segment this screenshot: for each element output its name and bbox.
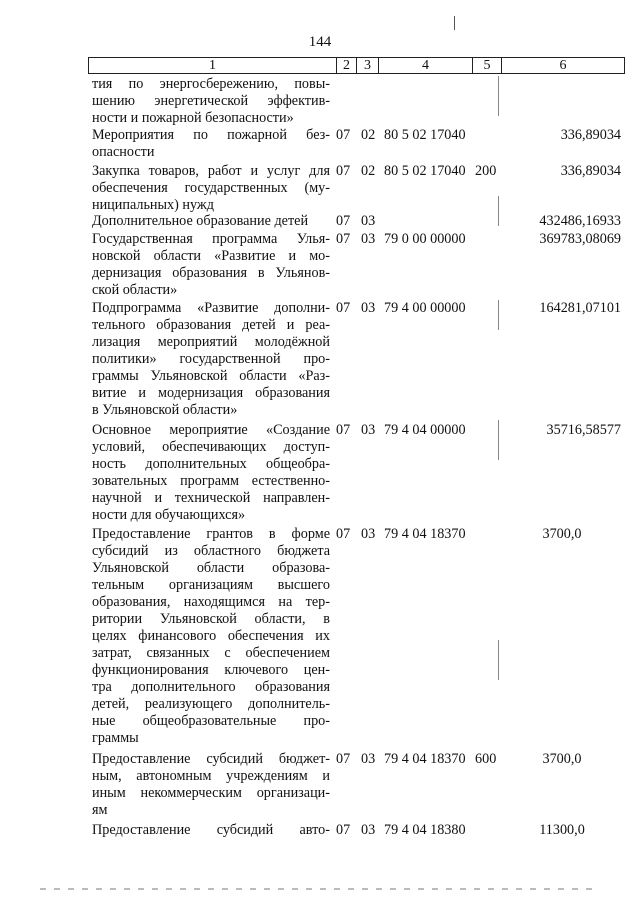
description-line: функционирования ключевого цен-	[92, 662, 330, 678]
description-line: ниципальных) нужд	[92, 197, 214, 213]
description-line: ным, автономным учреждениям и	[92, 768, 330, 784]
description-line: Закупка товаров, работ и услуг для	[92, 163, 330, 179]
cell-target-code: 79 4 00 00000	[384, 300, 466, 316]
header-col-1: 1	[89, 58, 337, 73]
row-description	[92, 213, 330, 230]
scan-mark	[498, 76, 499, 116]
cell-subsection: 03	[361, 213, 376, 229]
description-line: опасности	[92, 144, 155, 160]
cell-target-code: 79 4 04 18380	[384, 822, 466, 838]
cell-section: 07	[336, 213, 351, 229]
description-line: дернизация образования в Ульянов-	[92, 265, 330, 281]
description-line: тельным организациям высшего	[92, 577, 330, 593]
description-line: Дополнительное образование детей	[92, 213, 309, 229]
row-description	[92, 300, 330, 419]
table-header	[88, 57, 625, 74]
cell-section: 07	[336, 231, 351, 247]
description-line: Государственная программа Улья-	[92, 231, 330, 247]
description-line: Мероприятия по пожарной без-	[92, 127, 330, 143]
description-line: граммы Ульяновской области «Раз-	[92, 368, 330, 384]
scan-mark	[454, 16, 455, 30]
header-col-6: 6	[559, 58, 567, 73]
cell-target-code: 80 5 02 17040	[384, 127, 466, 143]
header-col-2: 2	[337, 58, 357, 73]
page-number: 144	[308, 34, 332, 50]
cell-amount: 3700,0	[542, 526, 582, 542]
description-line: Подпрограмма «Развитие дополни-	[92, 300, 330, 316]
cell-amount: 35716,58577	[546, 422, 621, 438]
cell-section: 07	[336, 163, 351, 179]
description-line: научной и технической направлен-	[92, 490, 330, 506]
cell-amount: 11300,0	[539, 822, 585, 838]
row-description	[92, 822, 330, 839]
cell-section: 07	[336, 127, 351, 143]
description-line: обеспечения государственных (му-	[92, 180, 330, 196]
description-line: тия по энергосбережению, повы-	[92, 76, 330, 92]
row-description	[92, 751, 330, 819]
row-description	[92, 163, 330, 214]
cell-expense-type: 200	[475, 163, 497, 179]
scan-mark	[498, 300, 499, 330]
description-line: в Ульяновской области»	[92, 402, 238, 418]
cell-subsection: 02	[361, 127, 376, 143]
cell-amount: 164281,07101	[539, 300, 621, 316]
description-line: Предоставление субсидий бюджет-	[92, 751, 330, 767]
description-line: ям	[92, 802, 108, 818]
description-line: витие и модернизация образования	[92, 385, 330, 401]
scan-mark	[498, 640, 499, 680]
cell-amount: 336,89034	[560, 163, 621, 179]
cell-section: 07	[336, 822, 351, 838]
description-line: детей, реализующего дополнитель-	[92, 696, 330, 712]
cell-target-code: 79 0 00 00000	[384, 231, 466, 247]
row-description	[92, 422, 330, 524]
scan-mark	[498, 420, 499, 460]
description-line: тра дополнительного образования	[92, 679, 330, 695]
description-line: субсидий из областного бюджета	[92, 543, 330, 559]
description-line: ской области»	[92, 282, 178, 298]
description-line: тельного образования детей и реа-	[92, 317, 330, 333]
cell-amount: 3700,0	[542, 751, 582, 767]
row-description	[92, 231, 330, 299]
description-line: ность дополнительных общеобра-	[92, 456, 330, 472]
cell-subsection: 03	[361, 300, 376, 316]
row-description	[92, 526, 330, 747]
cell-subsection: 02	[361, 163, 376, 179]
description-line: шению энергетической эффектив-	[92, 93, 330, 109]
header-col-3: 3	[357, 58, 379, 73]
description-line: целях финансового обеспечения их	[92, 628, 330, 644]
row-description	[92, 76, 330, 127]
header-col-4: 4	[379, 58, 473, 73]
description-line: ритории Ульяновской области, в	[92, 611, 330, 627]
description-line: политики» государственной про-	[92, 351, 330, 367]
description-line: ности для обучающихся»	[92, 507, 246, 523]
header-col-5: 5	[473, 58, 502, 73]
cell-amount: 336,89034	[560, 127, 621, 143]
row-description	[92, 127, 330, 161]
description-line: зовательных программ естественно-	[92, 473, 330, 489]
cell-subsection: 03	[361, 422, 376, 438]
cell-section: 07	[336, 300, 351, 316]
cell-subsection: 03	[361, 526, 376, 542]
description-line: Предоставление субсидий авто-	[92, 822, 330, 838]
cell-section: 07	[336, 751, 351, 767]
cell-target-code: 80 5 02 17040	[384, 163, 466, 179]
cell-target-code: 79 4 04 18370	[384, 751, 466, 767]
cell-subsection: 03	[361, 751, 376, 767]
description-line: Ульяновской области образова-	[92, 560, 330, 576]
cell-section: 07	[336, 422, 351, 438]
description-line: граммы	[92, 730, 139, 746]
description-line: затрат, связанных с обеспечением	[92, 645, 330, 661]
description-line: новской области «Развитие и мо-	[92, 248, 330, 264]
cell-amount: 369783,08069	[539, 231, 621, 247]
cell-target-code: 79 4 04 18370	[384, 526, 466, 542]
cell-section: 07	[336, 526, 351, 542]
description-line: лизация мероприятий молодёжной	[92, 334, 330, 350]
cell-target-code: 79 4 04 00000	[384, 422, 466, 438]
description-line: иным некоммерческим организаци-	[92, 785, 330, 801]
scan-mark	[498, 196, 499, 226]
description-line: ные общеобразовательные про-	[92, 713, 330, 729]
description-line: Основное мероприятие «Создание	[92, 422, 330, 438]
description-line: условий, обеспечивающих доступ-	[92, 439, 330, 455]
description-line: образования, находящимся на тер-	[92, 594, 330, 610]
description-line: Предоставление грантов в форме	[92, 526, 330, 542]
cell-amount: 432486,16933	[539, 213, 621, 229]
cell-subsection: 03	[361, 822, 376, 838]
cell-subsection: 03	[361, 231, 376, 247]
description-line: ности и пожарной безопасности»	[92, 110, 294, 126]
scan-noise	[40, 888, 600, 890]
cell-expense-type: 600	[475, 751, 497, 767]
